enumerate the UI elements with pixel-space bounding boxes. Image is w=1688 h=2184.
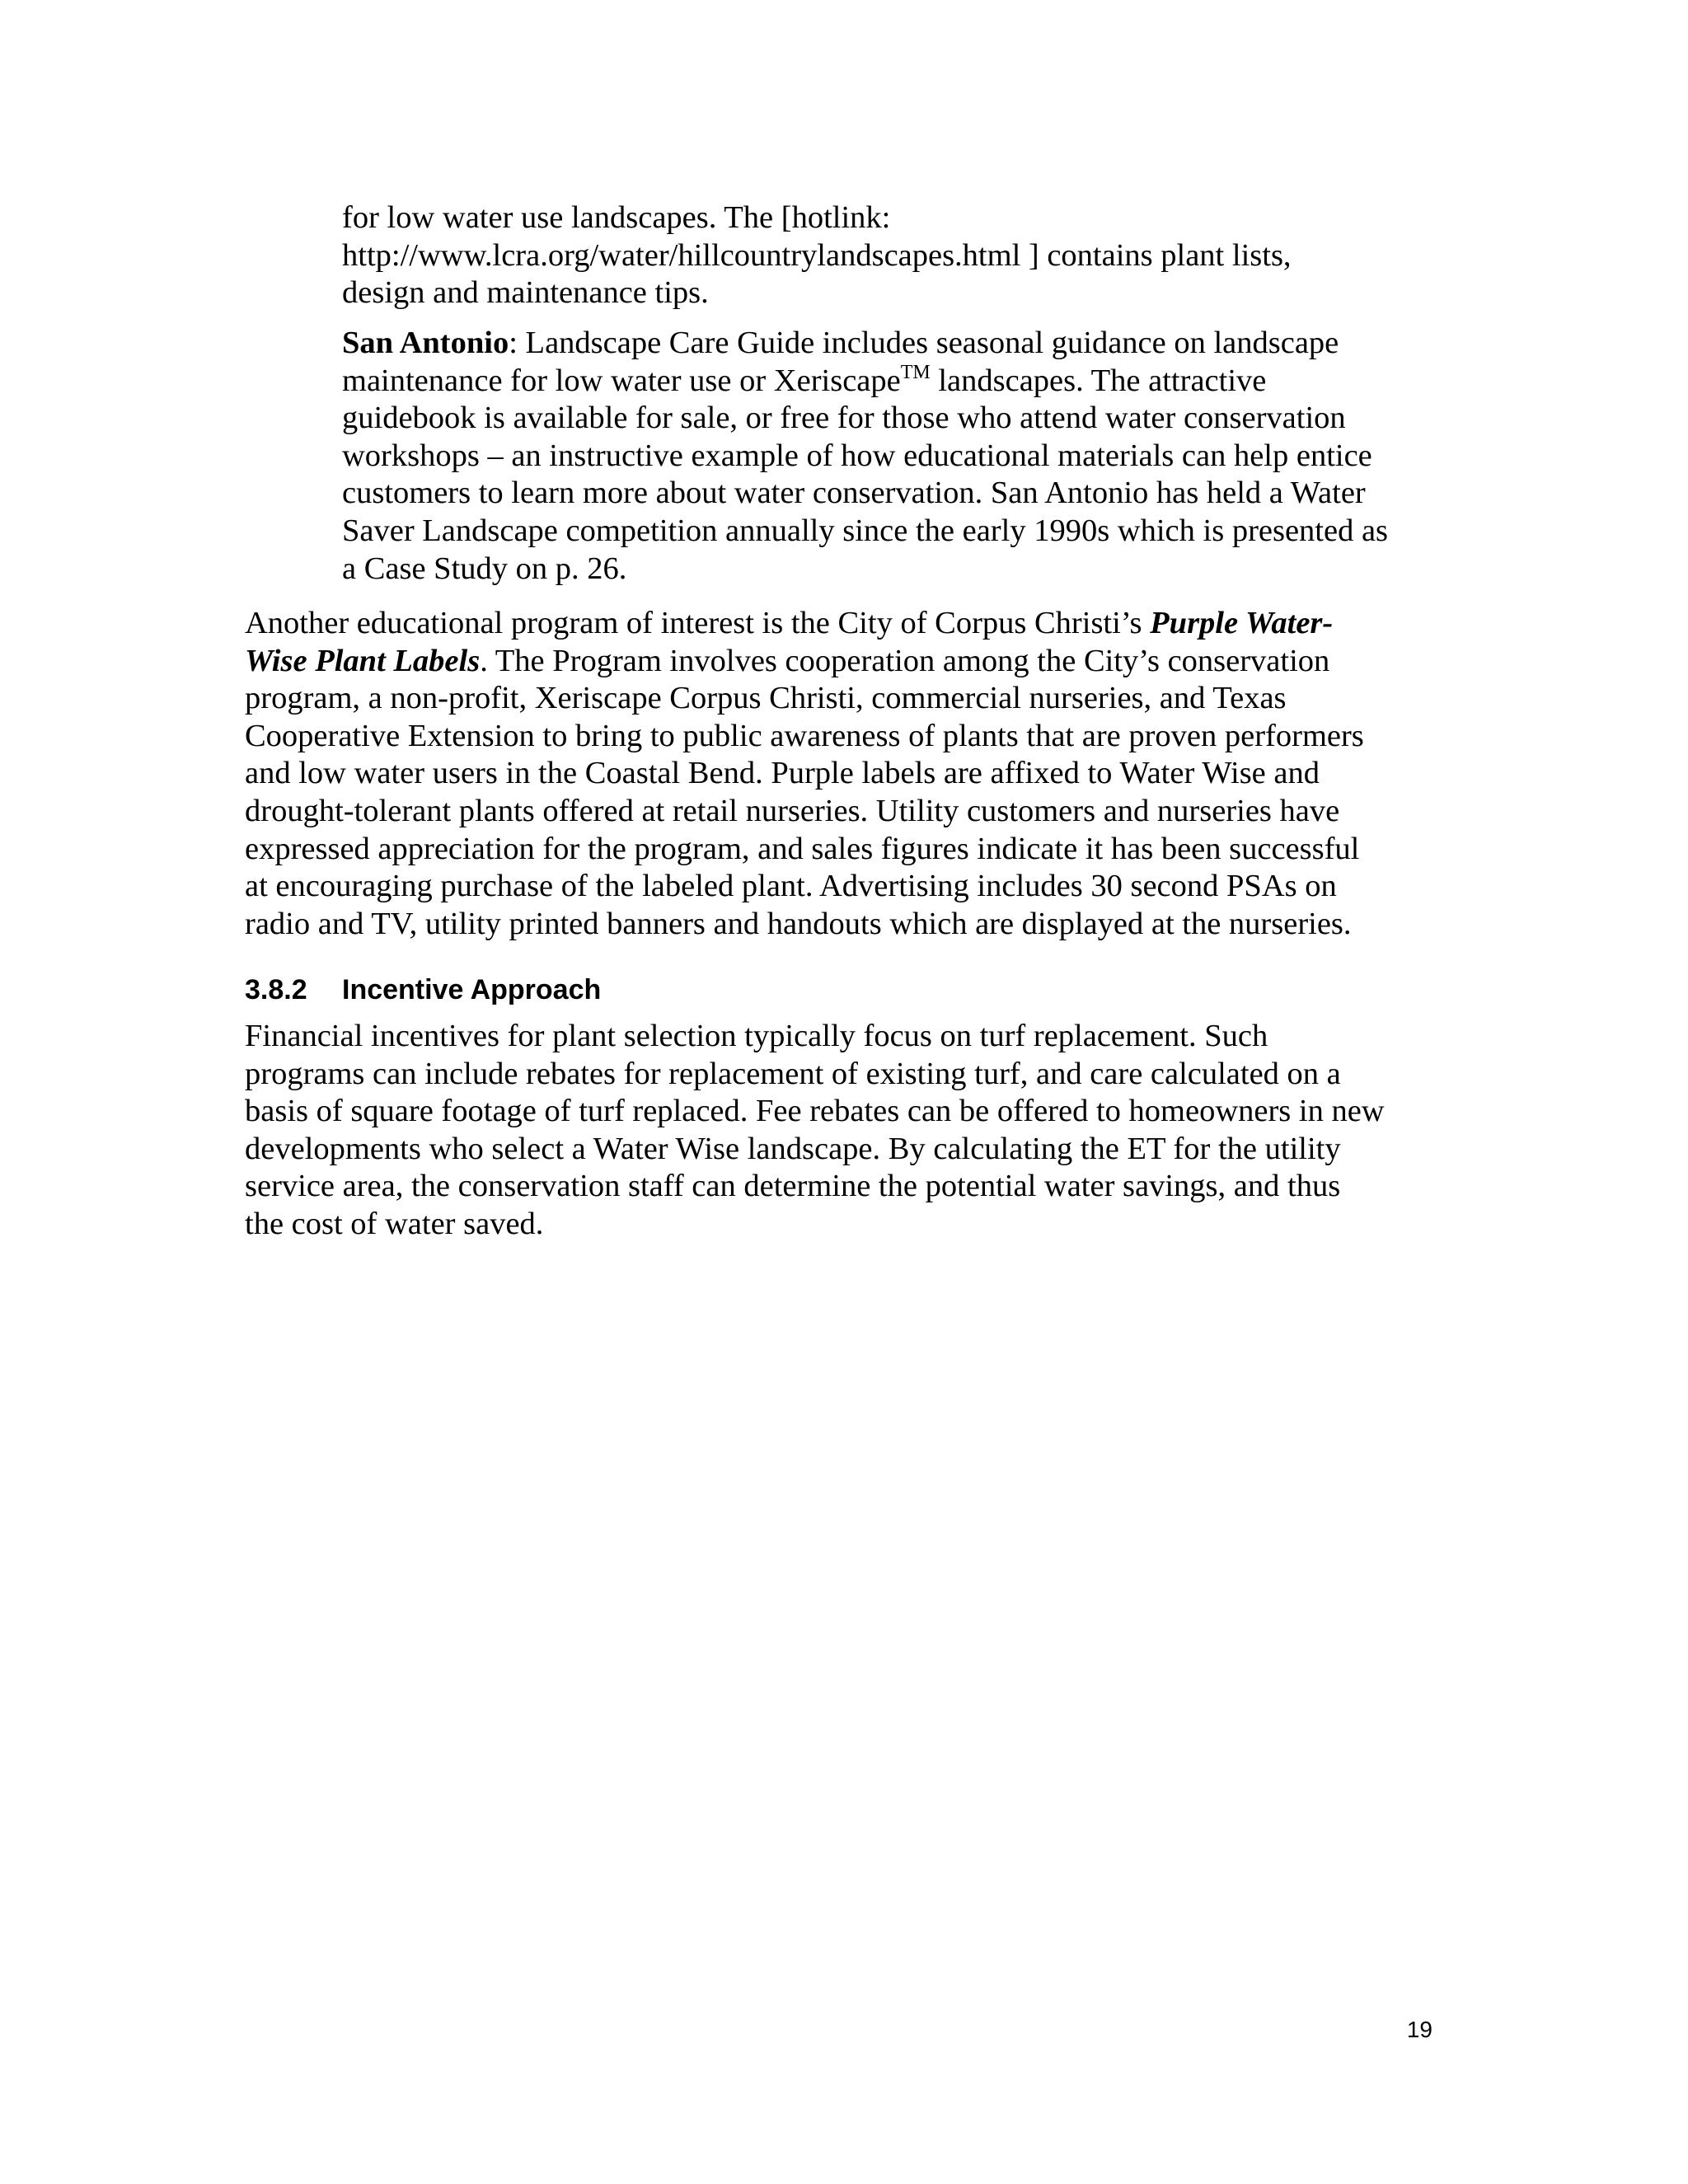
section-title: Incentive Approach (342, 974, 602, 1005)
text-run: Another educational program of interest is the City of Corpus Christi’s (245, 606, 1151, 640)
text-line: at encouraging purchase of the labeled plant. Advertising includes 30 second PSAs on (245, 869, 1337, 904)
text-line: and low water users in the Coastal Bend. Purple labels are affixed to Water Wise and (245, 756, 1320, 791)
section-number: 3.8.2 (245, 974, 307, 1005)
paragraph-san-antonio (342, 325, 1430, 588)
text-line (342, 325, 1430, 363)
text-line: programs can include rebates for replacement of existing turf, and care calculated on a (245, 1056, 1341, 1091)
san-antonio-label: San Antonio (342, 326, 509, 360)
trademark-superscript: TM (900, 361, 931, 383)
program-name-emphasis: Wise Plant Labels (245, 643, 481, 678)
text-line: customers to learn more about water conservation. San Antonio has held a Water (342, 476, 1366, 511)
text-line-hotlink-url: http://www.lcra.org/water/hillcountrylandscapes.html ] contains plant lists, (342, 237, 1292, 273)
text-run: landscapes. The attractive (930, 363, 1267, 398)
paragraph-incentive (245, 1018, 1432, 1244)
text-line: developments who select a Water Wise landscape. By calculating the ET for the utility (245, 1131, 1341, 1166)
text-line (342, 363, 1430, 401)
text-line: Saver Landscape competition annually since the early 1990s which is presented as (342, 513, 1389, 548)
text-run: . The Program involves cooperation among the City’s conservation (480, 643, 1330, 678)
program-name-emphasis: Purple Water- (1150, 606, 1334, 640)
text-line: workshops – an instructive example of how educational materials can help entice (342, 438, 1372, 473)
text-line (245, 605, 1432, 643)
text-line: Financial incentives for plant selection typically focus on turf replacement. Such (245, 1019, 1268, 1053)
paragraph-corpus-christi (245, 605, 1432, 943)
text-line: Cooperative Extension to bring to public awareness of plants that are proven performers (245, 718, 1364, 753)
text-line: expressed appreciation for the program, and sales figures indicate it has been successful (245, 831, 1360, 866)
text-line: basis of square footage of turf replaced. Fee rebates can be offered to homeowners in new (245, 1094, 1385, 1129)
text-line: service area, the conservation staff can determine the potential water savings, and thus (245, 1169, 1341, 1204)
text-line: program, a non-profit, Xeriscape Corpus Christi, commercial nurseries, and Texas (245, 681, 1287, 716)
text-line: radio and TV, utility printed banners and handouts which are displayed at the nurseries. (245, 906, 1352, 941)
text-line: for low water use landscapes. The [hotlink: (342, 200, 891, 235)
text-line: the cost of water saved. (245, 1206, 544, 1241)
text-line: guidebook is available for sale, or free for those who attend water conservation (342, 401, 1346, 436)
text-line: design and maintenance tips. (342, 275, 709, 311)
page-number: 19 (1406, 2017, 1432, 2042)
text-line: a Case Study on p. 26. (342, 551, 627, 586)
text-line: drought-tolerant plants offered at retail nurseries. Utility customers and nurseries have (245, 793, 1340, 828)
text-run: : Landscape Care Guide includes seasonal guidance on landscape (509, 326, 1339, 360)
text-run: maintenance for low water use or Xeriscape (342, 363, 901, 398)
paragraph-lcra (342, 199, 1430, 312)
text-line (245, 643, 1432, 681)
section-heading (245, 973, 601, 1006)
